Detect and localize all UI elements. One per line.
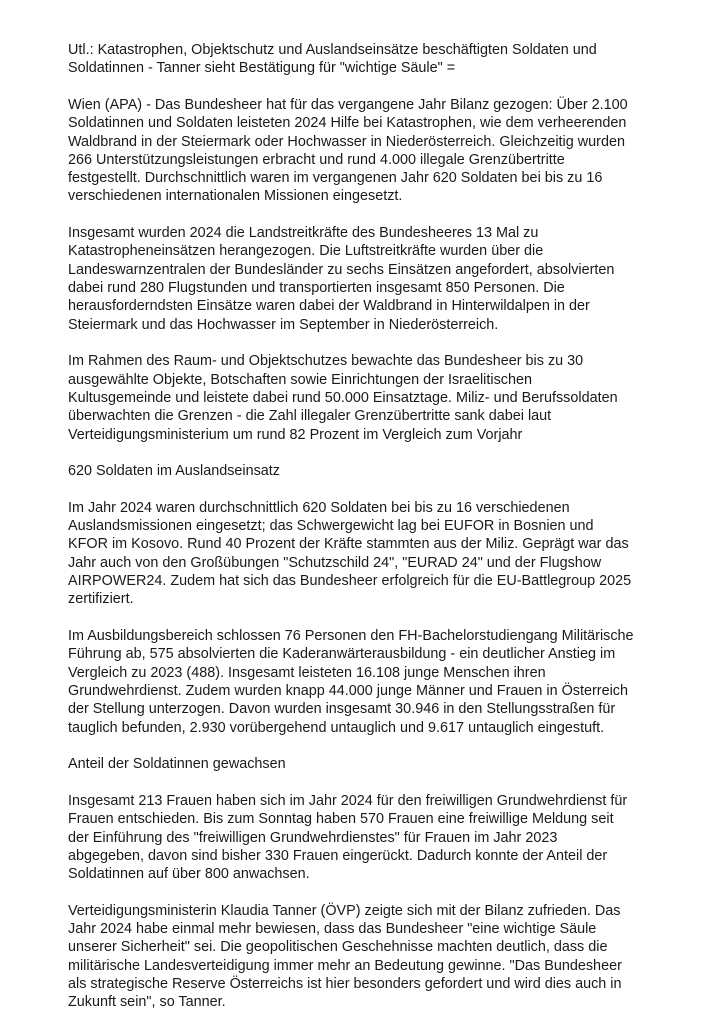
paragraph-disaster-missions: Insgesamt wurden 2024 die Landstreitkräfte des Bundesheeres 13 Mal zu Katastropheneinsätzen herangezogen. Die Luftstreitkräfte wurden über die Landeswarnzentralen der Bundesländer zu sechs Einsätzen angefordert, absolvierten dabei rund 280 Flugstunden und transportierten insgesamt 850 Personen. Die herausforderndsten Einsätze waren dabei der Waldbrand in Hinterwildalpen in der Steiermark und das Hochwasser im September in Niederösterreich. xyxy=(68,225,615,333)
paragraph-female-soldiers: Insgesamt 213 Frauen haben sich im Jahr 2024 für den freiwilligen Grundwehrdienst für Frauen entschieden. Bis zum Sonntag haben 570 Frauen eine freiwillige Meldung seit der Einführung des "freiwilligen Grundwehrdienstes" für Frauen im Jahr 2023 abgegeben, davon sind bisher 330 Frauen eingerückt. Dadurch konnte der Anteil der Soldatinnen auf über 800 anwachsen. xyxy=(68,792,628,883)
paragraph-object-protection: Im Rahmen des Raum- und Objektschutzes bewachte das Bundesheer bis zu 30 ausgewählte Objekte, Botschaften sowie Einrichtungen der Israelitischen Kultusgemeinde und leistete dabei rund 50.000 Einsatztage. Miliz- und Berufssoldaten überwachten die Grenzen - die Zahl illegaler Grenzübertritte sank dabei laut Verteidigungsministerium um rund 82 Prozent im Vergleich zum Vorjahr xyxy=(68,353,618,443)
subtitle-line: Utl.: Katastrophen, Objektschutz und Auslandseinsätze beschäftigten Soldaten und Soldatinnen - Tanner sieht Bestätigung für "wichtige Säule" = xyxy=(68,42,597,77)
lead-paragraph: Wien (APA) - Das Bundesheer hat für das vergangene Jahr Bilanz gezogen: Über 2.100 Soldatinnen und Soldaten leisteten 2024 Hilfe bei Katastrophen, wie dem verheerenden Waldbrand in der Steiermark oder Hochwasser in Niederösterreich. Gleichzeitig wurden 266 Unterstützungsleistungen erbracht und rund 4.000 illegale Grenzübertritte festgestellt. Durchschnittlich waren im vergangenen Jahr 620 Soldaten bei bis zu 16 verschiedenen internationalen Missionen eingesetzt. xyxy=(68,96,628,205)
paragraph-training: Im Ausbildungsbereich schlossen 76 Personen den FH-Bachelorstudiengang Militärische Führung ab, 575 absolvierten die Kaderanwärterausbildung - ein deutlicher Anstieg im Vergleich zu 2023 (488). Insgesamt leisteten 16.108 junge Menschen ihren Grundwehrdienst. Zudem wurden knapp 44.000 junge Männer und Frauen in Österreich der Stellung unterzogen. Davon wurden insgesamt 30.946 in den Stellungsstraßen für tauglich befunden, 2.930 vorübergehend untauglich und 9.617 untauglich eingestuft. xyxy=(68,628,634,736)
section-heading-female-soldiers: Anteil der Soldatinnen gewachsen xyxy=(68,756,286,773)
paragraph-minister-quote: Verteidigungsministerin Klaudia Tanner (ÖVP) zeigte sich mit der Bilanz zufrieden. Das Jahr 2024 habe einmal mehr bewiesen, dass das Bundesheer "eine wichtige Säule unserer Sicherheit" sei. Die geopolitischen Geschehnisse machten deutlich, dass die militärische Landesverteidigung immer mehr an Bedeutung gewinne. "Das Bundesheer als strategische Reserve Österreichs ist hier besonders gefordert und wird dies auch in Zukunft sein", so Tanner. xyxy=(68,902,622,1011)
section-heading-foreign-missions: 620 Soldaten im Auslandseinsatz xyxy=(68,463,281,480)
article xyxy=(68,41,634,1030)
paragraph-foreign-missions: Im Jahr 2024 waren durchschnittlich 620 Soldaten bei bis zu 16 verschiedenen Auslandsmissionen eingesetzt; das Schwergewicht lag bei EUFOR in Bosnien und KFOR im Kosovo. Rund 40 Prozent der Kräfte stammten aus der Miliz. Geprägt war das Jahr auch von den Großübungen "Schutzschild 24", "EURAD 24" und der Flugshow AIRPOWER24. Zudem hat sich das Bundesheer erfolgreich für die EU-Battlegroup 2025 zertifiziert. xyxy=(68,499,632,608)
